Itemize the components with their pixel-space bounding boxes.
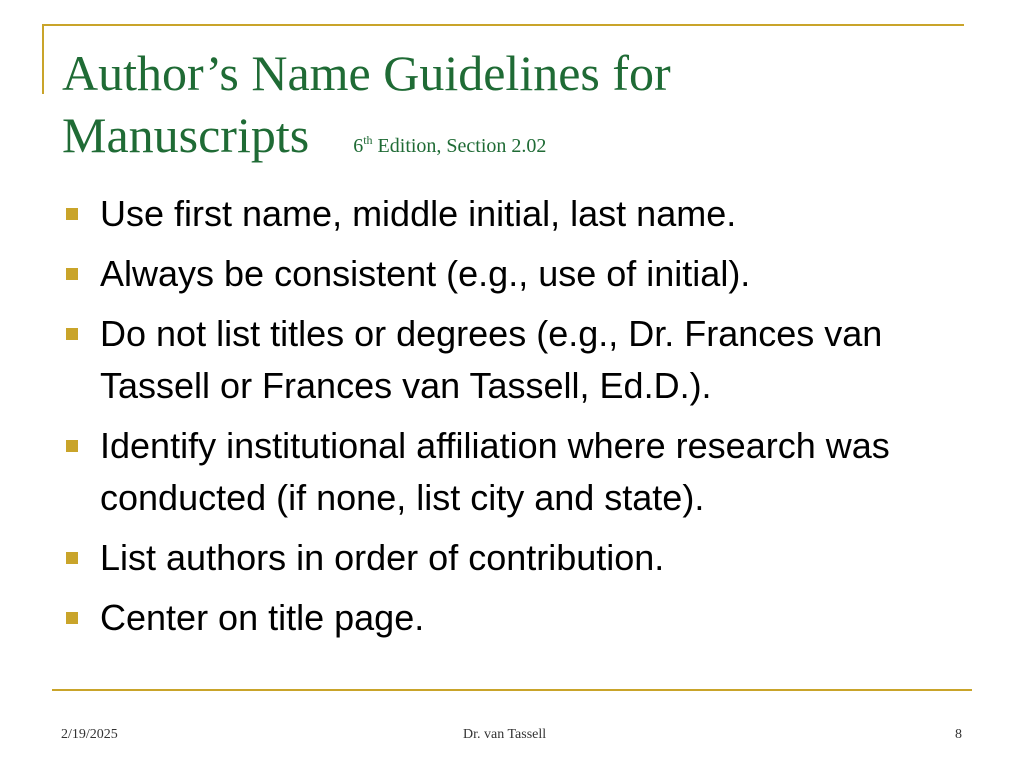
left-border-line [42, 24, 44, 94]
bullet-text: Identify institutional affiliation where research was conducted (if none, list city and state). [100, 425, 890, 518]
edition-subtitle [353, 135, 546, 157]
title-line-2: Manuscripts [62, 107, 310, 163]
footer-page-number: 8 [955, 727, 962, 742]
square-bullet-icon [66, 328, 78, 340]
bullet-text: Do not list titles or degrees (e.g., Dr. Frances van Tassell or Frances van Tassell, Ed.D.). [100, 313, 883, 406]
bullet-text: Always be consistent (e.g., use of initial). [100, 253, 751, 294]
bullet-text: List authors in order of contribution. [100, 537, 665, 578]
bullet-text: Use first name, middle initial, last name. [100, 193, 737, 234]
bullet-list [62, 188, 962, 652]
bullet-item [62, 532, 962, 584]
edition-text: Edition, Section 2.02 [372, 135, 547, 157]
edition-number: 6 [353, 135, 364, 157]
bullet-item [62, 592, 962, 644]
bullet-item [62, 308, 962, 412]
square-bullet-icon [66, 208, 78, 220]
bottom-divider-line [52, 689, 972, 691]
square-bullet-icon [66, 440, 78, 452]
footer-date: 2/19/2025 [61, 727, 118, 742]
bullet-item [62, 188, 962, 240]
square-bullet-icon [66, 612, 78, 624]
bullet-item [62, 420, 962, 524]
bullet-text: Center on title page. [100, 597, 425, 638]
title-line-1: Author’s Name Guidelines for [62, 45, 671, 101]
footer-author: Dr. van Tassell [463, 727, 547, 742]
square-bullet-icon [66, 552, 78, 564]
slide-title [62, 42, 962, 177]
bullet-item [62, 248, 962, 300]
square-bullet-icon [66, 268, 78, 280]
top-border-line [42, 24, 964, 26]
edition-superscript: th [363, 133, 373, 147]
